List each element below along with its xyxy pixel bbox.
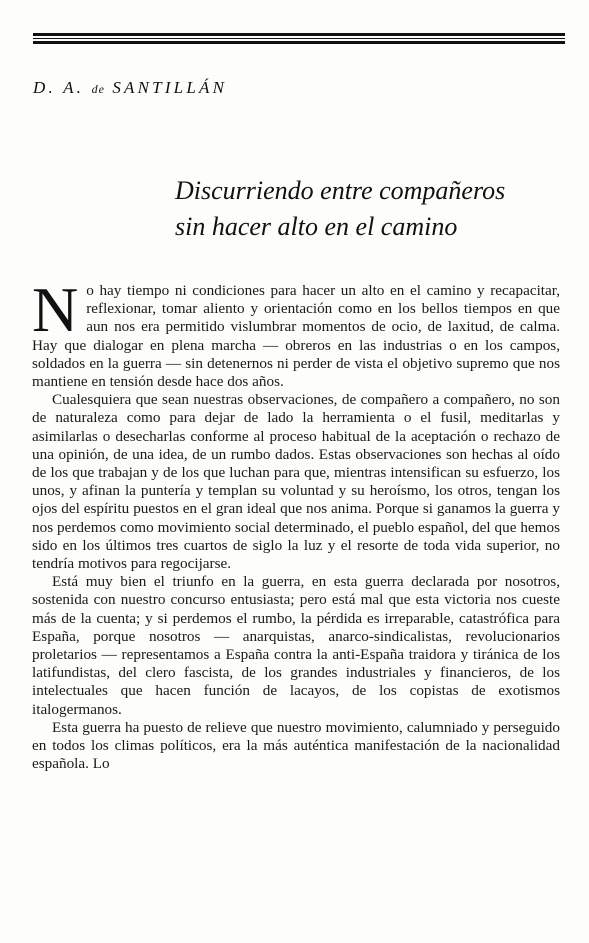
- paragraph-4: Esta guerra ha puesto de relieve que nuestro movimiento, calumniado y perseguido en todos los climas políticos, era la más auténtica manifestación de la nacionalidad española. Lo: [32, 718, 560, 773]
- header-rule-thick-bottom: [33, 41, 565, 44]
- header-rule-thin: [33, 38, 565, 39]
- article-title: [175, 173, 575, 245]
- header-rule: [33, 33, 565, 44]
- author-initials: D. A.: [33, 78, 85, 97]
- drop-cap: N: [32, 274, 79, 345]
- author-particle: de: [91, 82, 105, 96]
- header-rule-thick-top: [33, 33, 565, 36]
- paragraph-2: Cualesquiera que sean nuestras observaciones, de compañero a compañero, no son de naturaleza como para dejar de lado la herramienta o el fusil, meditarlas y asimilarlas o desecharlas conforme al proceso habitual de la aceptación o rechazo de una opinión, de una idea, de un rumbo dados. Estas observaciones son hechas al oído de los que trabajan y de los que luchan para que, mientras intensifican su esfuerzo, los unos, y afinan la puntería y templan su voluntad y su heroísmo, los otros, tengan los ojos del espíritu puestos en el gran ideal que nos anima. Porque si ganamos la guerra y nos perdemos como movimiento social determinado, el pueblo español, del que hemos sido en los últimos tres cuartos de siglo la luz y el resorte de toda vida superior, no tendría motivos para regocijarse.: [32, 391, 560, 573]
- paragraph-1-text: o hay tiempo ni condiciones para hacer un alto en el camino y recapacitar, reflexionar, tomar aliento y orientación como en los bellos tiempos en que aun nos era permitido vislumbrar momentos de ocio, de laxitud, de calma. Hay que dialogar en plena marcha — obreros en las industrias o en los campos, soldados en la guerra — sin detenernos ni perder de vista el objetivo supremo que nos mantiene en tensión desde hace dos años.: [32, 282, 560, 391]
- article-body: [32, 274, 560, 773]
- article-title-line-1: Discurriendo entre compañeros: [175, 176, 506, 205]
- paragraph-3: Está muy bien el triunfo en la guerra, en esta guerra declarada por nosotros, sostenida con nuestro concurso entusiasta; pero está mal que esta victoria nos cueste más de la cuenta; y si perdemos el rumbo, la pérdida es irreparable, catastrófica para España, porque nosotros — anarquistas, anarco-sindicalistas, revolucionarios proletarios — representamos a España contra la anti-España traidora y tiránica de los latifundistas, del clero fascista, de los grandes industriales y financieros, de los intelectuales que hacen función de lacayos, de los copistas de exotismos italogermanos.: [32, 573, 560, 718]
- paragraph-1: [32, 274, 560, 391]
- author-byline: [33, 78, 227, 98]
- article-title-line-2: sin hacer alto en el camino: [175, 212, 458, 241]
- author-surname: SANTILLÁN: [112, 78, 228, 97]
